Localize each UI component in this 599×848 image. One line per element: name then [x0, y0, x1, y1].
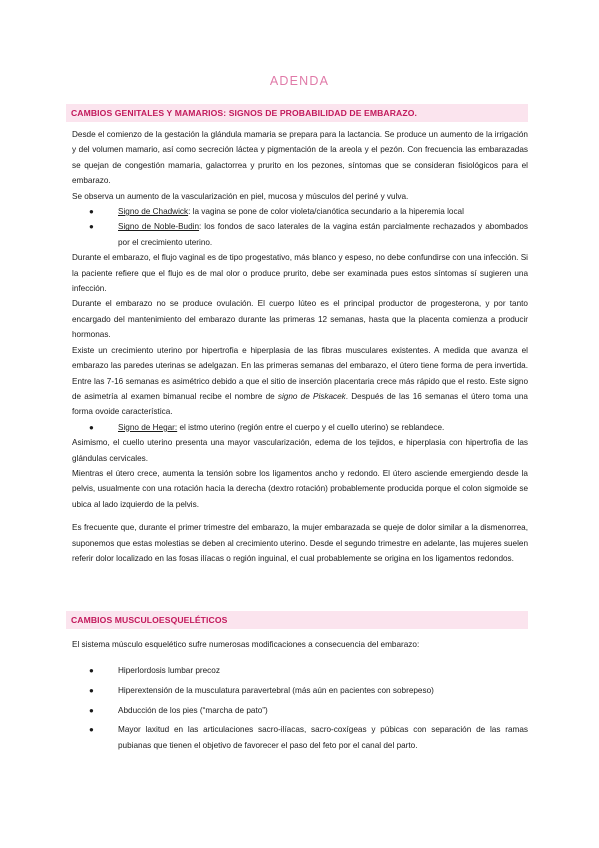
list-item	[72, 663, 528, 678]
section-body-genitales	[72, 127, 528, 566]
list-item	[72, 722, 528, 752]
section-body-musculoesqueleticos	[72, 637, 528, 757]
spacer	[72, 512, 528, 520]
bullet-list	[72, 420, 528, 435]
list-item	[72, 204, 528, 219]
bullet-icon: ●	[89, 685, 94, 695]
paragraph: Durante el embarazo, el flujo vaginal es de tipo progestativo, más blanco y espeso, no debe confundirse con una infección. Si la paciente refiere que el flujo es de mal olor o produce prurito, debe ser examinada pues estos síntomas sí sugieren una infección.	[72, 253, 528, 294]
list-item	[72, 219, 528, 250]
bullet-icon: ●	[89, 666, 94, 676]
text-run: . Después de las 16 semanas el útero toma una forma ovoide característica.	[72, 391, 528, 417]
list-item	[72, 683, 528, 698]
bullet-icon: ●	[89, 705, 94, 715]
section-heading-genitales: CAMBIOS GENITALES Y MAMARIOS: SIGNOS DE PROBABILIDAD DE EMBARAZO.	[66, 104, 528, 122]
paragraph: Es frecuente que, durante el primer trimestre del embarazo, la mujer embarazada se queje de dolor similar a la dismenorrea, suponemos que estas molestias se deben al crecimiento uterino. Desde el segundo trimestre en adelante, las mujeres suelen referir dolor localizado en las fosas ilíacas o región inguinal, el cual probablemente se origina en los ligamentos redondos.	[72, 523, 528, 563]
bullet-icon: ●	[89, 422, 94, 432]
list-item-text: Hiperlordosis lumbar precoz	[118, 666, 220, 676]
italic-term: signo de Piskacek	[277, 391, 346, 401]
paragraph: El sistema músculo esquelético sufre numerosas modificaciones a consecuencia del embarazo:	[72, 640, 420, 649]
paragraph	[72, 343, 528, 420]
paragraph: Asimismo, el cuello uterino presenta una mayor vascularización, edema de los tejidos, e hiperplasia con hipertrofia de las glándulas cervicales.	[72, 438, 528, 463]
definition: : los fondos de saco laterales de la vagina están parcialmente rechazados y abombados por el crecimiento uterino.	[118, 222, 529, 247]
list-item-text: Hiperextensión de la musculatura paravertebral (más aún en pacientes con sobrepeso)	[118, 685, 434, 695]
paragraph: Durante el embarazo no se produce ovulación. El cuerpo lúteo es el principal productor de progesterona, y por tanto encargado del mantenimiento del embarazo durante las primeras 12 semanas, hasta que la placenta comienza a producir hormonas.	[72, 299, 528, 340]
bullet-list	[72, 204, 528, 250]
paragraph: Se observa un aumento de la vascularización en piel, mucosa y músculos del periné y vulva.	[72, 191, 409, 201]
list-item	[72, 420, 528, 435]
list-item-text: Mayor laxitud en las articulaciones sacro-ilíacas, sacro-coxígeas y púbicas con separación de las ramas pubianas que tienen el objetivo de favorecer el paso del feto por el canal del parto.	[118, 725, 528, 750]
bullet-icon: ●	[89, 207, 94, 217]
term: Signo de Chadwick	[118, 207, 189, 217]
list-item	[72, 703, 528, 718]
definition: el istmo uterino (región entre el cuerpo y el cuello uterino) se reblandece.	[177, 422, 445, 432]
term: Signo de Noble-Budin	[118, 222, 200, 232]
paragraph: Desde el comienzo de la gestación la glándula mamaria se prepara para la lactancia. Se produce un aumento de la irrigación y del volumen mamario, así como secreción láctea y pigmentación de la areola y el pezón. Con frecuencia las embarazadas se quejan de congestión mamaria, galactorrea y prurito en los pezones, síntomas que se consideran fisiológicos para el embarazo.	[72, 130, 528, 186]
section-heading-musculoesqueleticos: CAMBIOS MUSCULOESQUELÉTICOS	[66, 611, 528, 629]
page-title: ADENDA	[269, 74, 330, 88]
bullet-list	[72, 663, 528, 753]
list-item-text: Abducción de los pies (“marcha de pato”)	[118, 705, 268, 715]
bullet-icon: ●	[89, 222, 94, 232]
term: Signo de Hegar:	[118, 422, 178, 432]
paragraph: Mientras el útero crece, aumenta la tensión sobre los ligamentos ancho y redondo. El útero asciende emergiendo desde la pelvis, usualmente con una rotación hacia la derecha (dextro rotación) probablemente producida porque el colon sigmoide se ubica al lado izquierdo de la pelvis.	[72, 468, 528, 509]
bullet-icon: ●	[89, 725, 94, 735]
definition: : la vagina se pone de color violeta/cianótica secundario a la hiperemia local	[188, 207, 464, 217]
text-run: Existe un crecimiento uterino por hipertrofia e hiperplasia de las fibras musculares existentes. A medida que avanza el embarazo las paredes uterinas se adelgazan. En las primeras semanas del embarazo, el útero tiene forma de pera invertida. Entre las 7-16 semanas es asimétrico debido a que el sitio de inserción placentaria crece más rápido que el resto. Este signo de asimetría al examen bimanual recibe el nombre de	[72, 345, 528, 401]
